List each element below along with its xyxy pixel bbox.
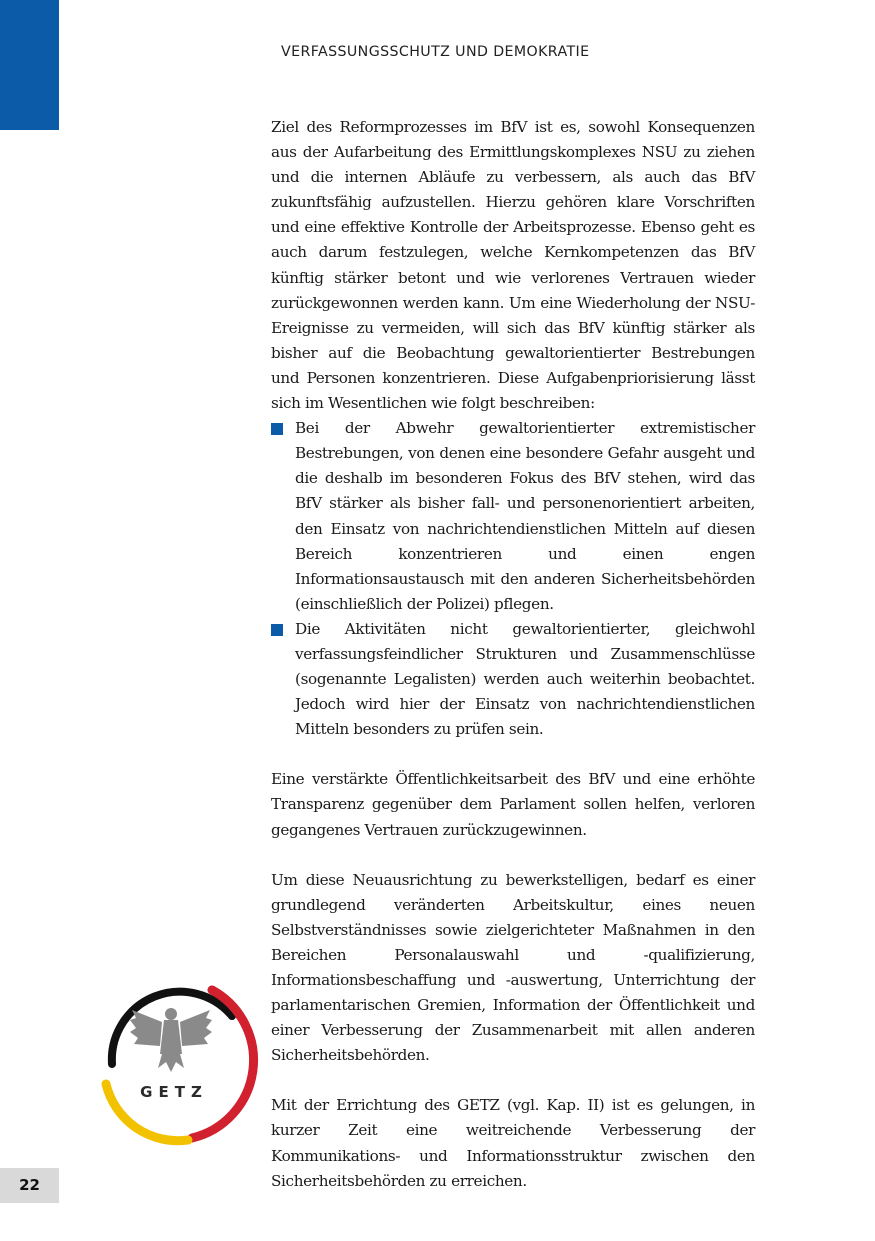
- page-number: 22: [0, 1168, 59, 1203]
- priority-list: [271, 416, 755, 742]
- eagle-icon: [130, 1008, 212, 1072]
- bullet-square-icon: [271, 624, 283, 636]
- logo-text: GETZ: [140, 1083, 208, 1101]
- body-text: [271, 115, 755, 1194]
- list-item: [271, 617, 755, 742]
- getz-paragraph: Mit der Errichtung des GETZ (vgl. Kap. II) ist es gelungen, in kurzer Zeit eine weitreichende Verbesserung der Kommunikations- und Informationsstruktur zwischen den Sicherheitsbehörden zu erreichen.: [271, 1096, 755, 1190]
- bullet-square-icon: [271, 423, 283, 435]
- list-item: [271, 416, 755, 617]
- list-item-text: Bei der Abwehr gewaltorientierter extremistischer Bestrebungen, von denen eine besondere Gefahr ausgeht und die deshalb im besonderen Fokus des BfV stehen, wird das BfV stärker als bisher fall- und personenorientiert arbeiten, den Einsatz von nachrichtendienstlichen Mitteln auf diesen Bereich konzentrieren und einen engen Informationsaustausch mit den anderen Sicherheitsbehörden (einschließlich der Polizei) pflegen.: [295, 419, 755, 613]
- transparency-paragraph: Eine verstärkte Öffentlichkeitsarbeit des BfV und eine erhöhte Transparenz gegenüber dem Parlament sollen helfen, verloren gegangenes Vertrauen zurückzugewinnen.: [271, 770, 755, 839]
- list-item-text: Die Aktivitäten nicht gewaltorientierter, gleichwohl verfassungsfeindlicher Strukturen und Zusammenschlüsse (sogenannte Legalisten) werden auch weiterhin beobachtet. Jedoch wird hier der Einsatz von nachrichtendienstlichen Mitteln besonders zu prüfen sein.: [295, 619, 755, 739]
- realignment-paragraph: Um diese Neuausrichtung zu bewerkstelligen, bedarf es einer grundlegend veränderten Arbeitskultur, eines neuen Selbstverständnisses sowie zielgerichteter Maßnahmen in den Bereichen Personalauswahl und -qualifizierung, Informationsbeschaffung und -auswertung, Unterrichtung der parlamentarischen Gremien, Information der Öffentlichkeit und einer Verbesserung der Zusammenarbeit mit allen anderen Sicherheitsbehörden.: [271, 870, 755, 1065]
- intro-paragraph: Ziel des Reformprozesses im BfV ist es, sowohl Konsequenzen aus der Aufarbeitung des Ermittlungskomplexes NSU zu ziehen und die internen Abläufe zu verbessern, als auch das BfV zukunftsfähig aufzustellen. Hierzu gehören klare Vorschriften und eine effektive Kontrolle der Arbeitsprozesse. Ebenso geht es auch darum festzulegen, welche Kernkompetenzen das BfV künftig stärker betont und wie verlorenes Vertrauen wieder zurückgewonnen werden kann. Um eine Wiederholung der NSU-Ereignisse zu vermeiden, will sich das BfV künftig stärker als bisher auf die Beobachtung gewaltorientierter Bestrebungen und Personen konzentrieren. Diese Aufgabenpriorisierung lässt sich im Wesentlichen wie folgt beschreiben:: [271, 118, 755, 413]
- running-header: VERFASSUNGSSCHUTZ UND DEMOKRATIE: [281, 44, 590, 60]
- chapter-color-tab: [0, 0, 59, 130]
- logo-red-ring: [192, 990, 254, 1138]
- getz-logo: [92, 976, 260, 1146]
